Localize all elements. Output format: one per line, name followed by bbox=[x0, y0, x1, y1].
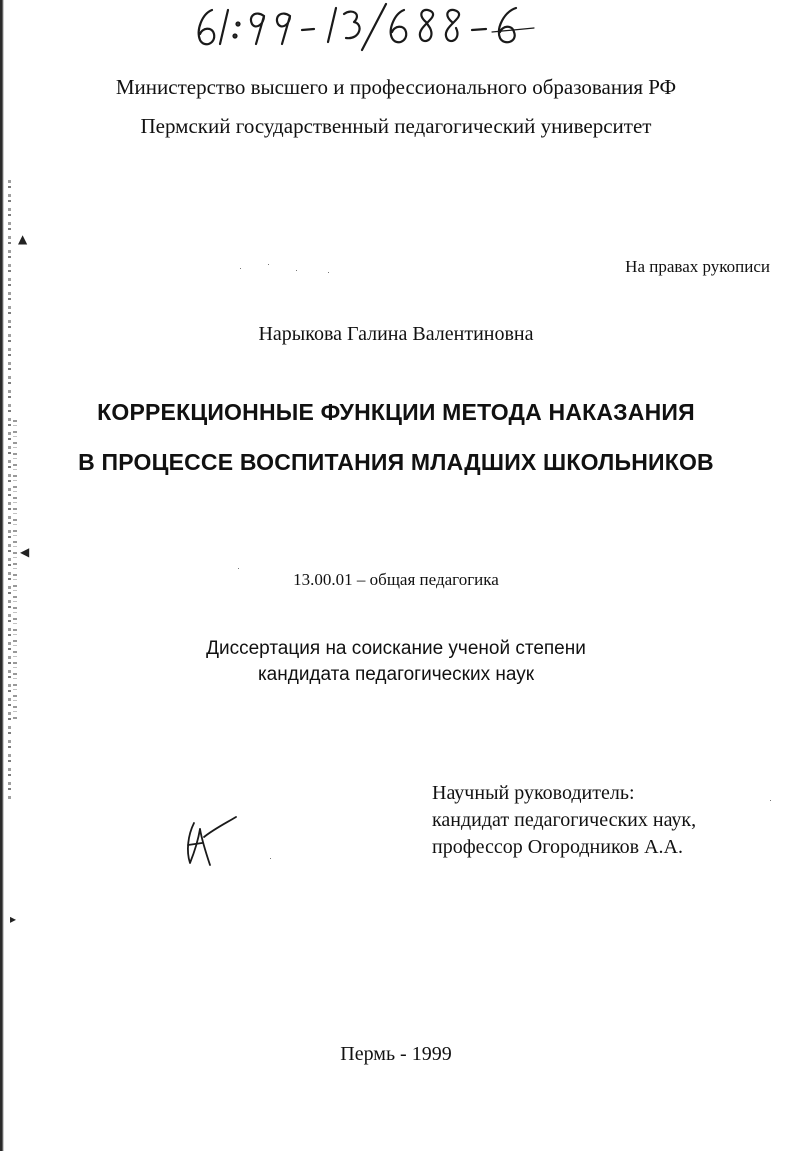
specialty-code: 13.00.01 – общая педагогика bbox=[293, 570, 499, 589]
scan-speck bbox=[240, 268, 241, 269]
city-and-year: Пермь - 1999 bbox=[340, 1043, 452, 1065]
scan-edge-mark: ▸ bbox=[10, 912, 17, 926]
supervisor-name: профессор Огородников А.А. bbox=[432, 836, 683, 858]
supervisor-label: Научный руководитель: bbox=[432, 782, 635, 804]
supervisor-block bbox=[432, 780, 696, 861]
scan-speck bbox=[238, 568, 239, 569]
scan-speck bbox=[270, 858, 271, 859]
scan-speck bbox=[296, 270, 297, 271]
scan-speck bbox=[268, 264, 269, 265]
thesis-title-line-1: КОРРЕКЦИОННЫЕ ФУНКЦИИ МЕТОДА НАКАЗАНИЯ bbox=[97, 399, 695, 425]
dissertation-degree-line-1: Диссертация на соискание ученой степени bbox=[206, 638, 586, 659]
scan-speck bbox=[328, 272, 329, 273]
supervisor-degree: кандидат педагогических наук, bbox=[432, 809, 697, 831]
handwritten-signature bbox=[180, 815, 240, 870]
dissertation-degree-line-2: кандидата педагогических наук bbox=[257, 664, 535, 685]
ministry-name: Министерство высшего и профессионального образования РФ bbox=[115, 75, 677, 99]
author-name: Нарыкова Галина Валентиновна bbox=[258, 323, 534, 345]
scan-binding-noise bbox=[8, 180, 11, 800]
handwritten-archive-code bbox=[190, 2, 550, 52]
manuscript-note: На правах рукописи bbox=[625, 257, 770, 276]
scan-speck bbox=[770, 800, 771, 801]
scan-edge-mark: ◀ bbox=[20, 545, 30, 559]
scan-edge-mark: ▲ bbox=[18, 232, 28, 246]
university-name: Пермский государственный педагогический университет bbox=[140, 114, 652, 138]
thesis-title-line-2: В ПРОЦЕССЕ ВОСПИТАНИЯ МЛАДШИХ ШКОЛЬНИКОВ bbox=[78, 449, 714, 475]
